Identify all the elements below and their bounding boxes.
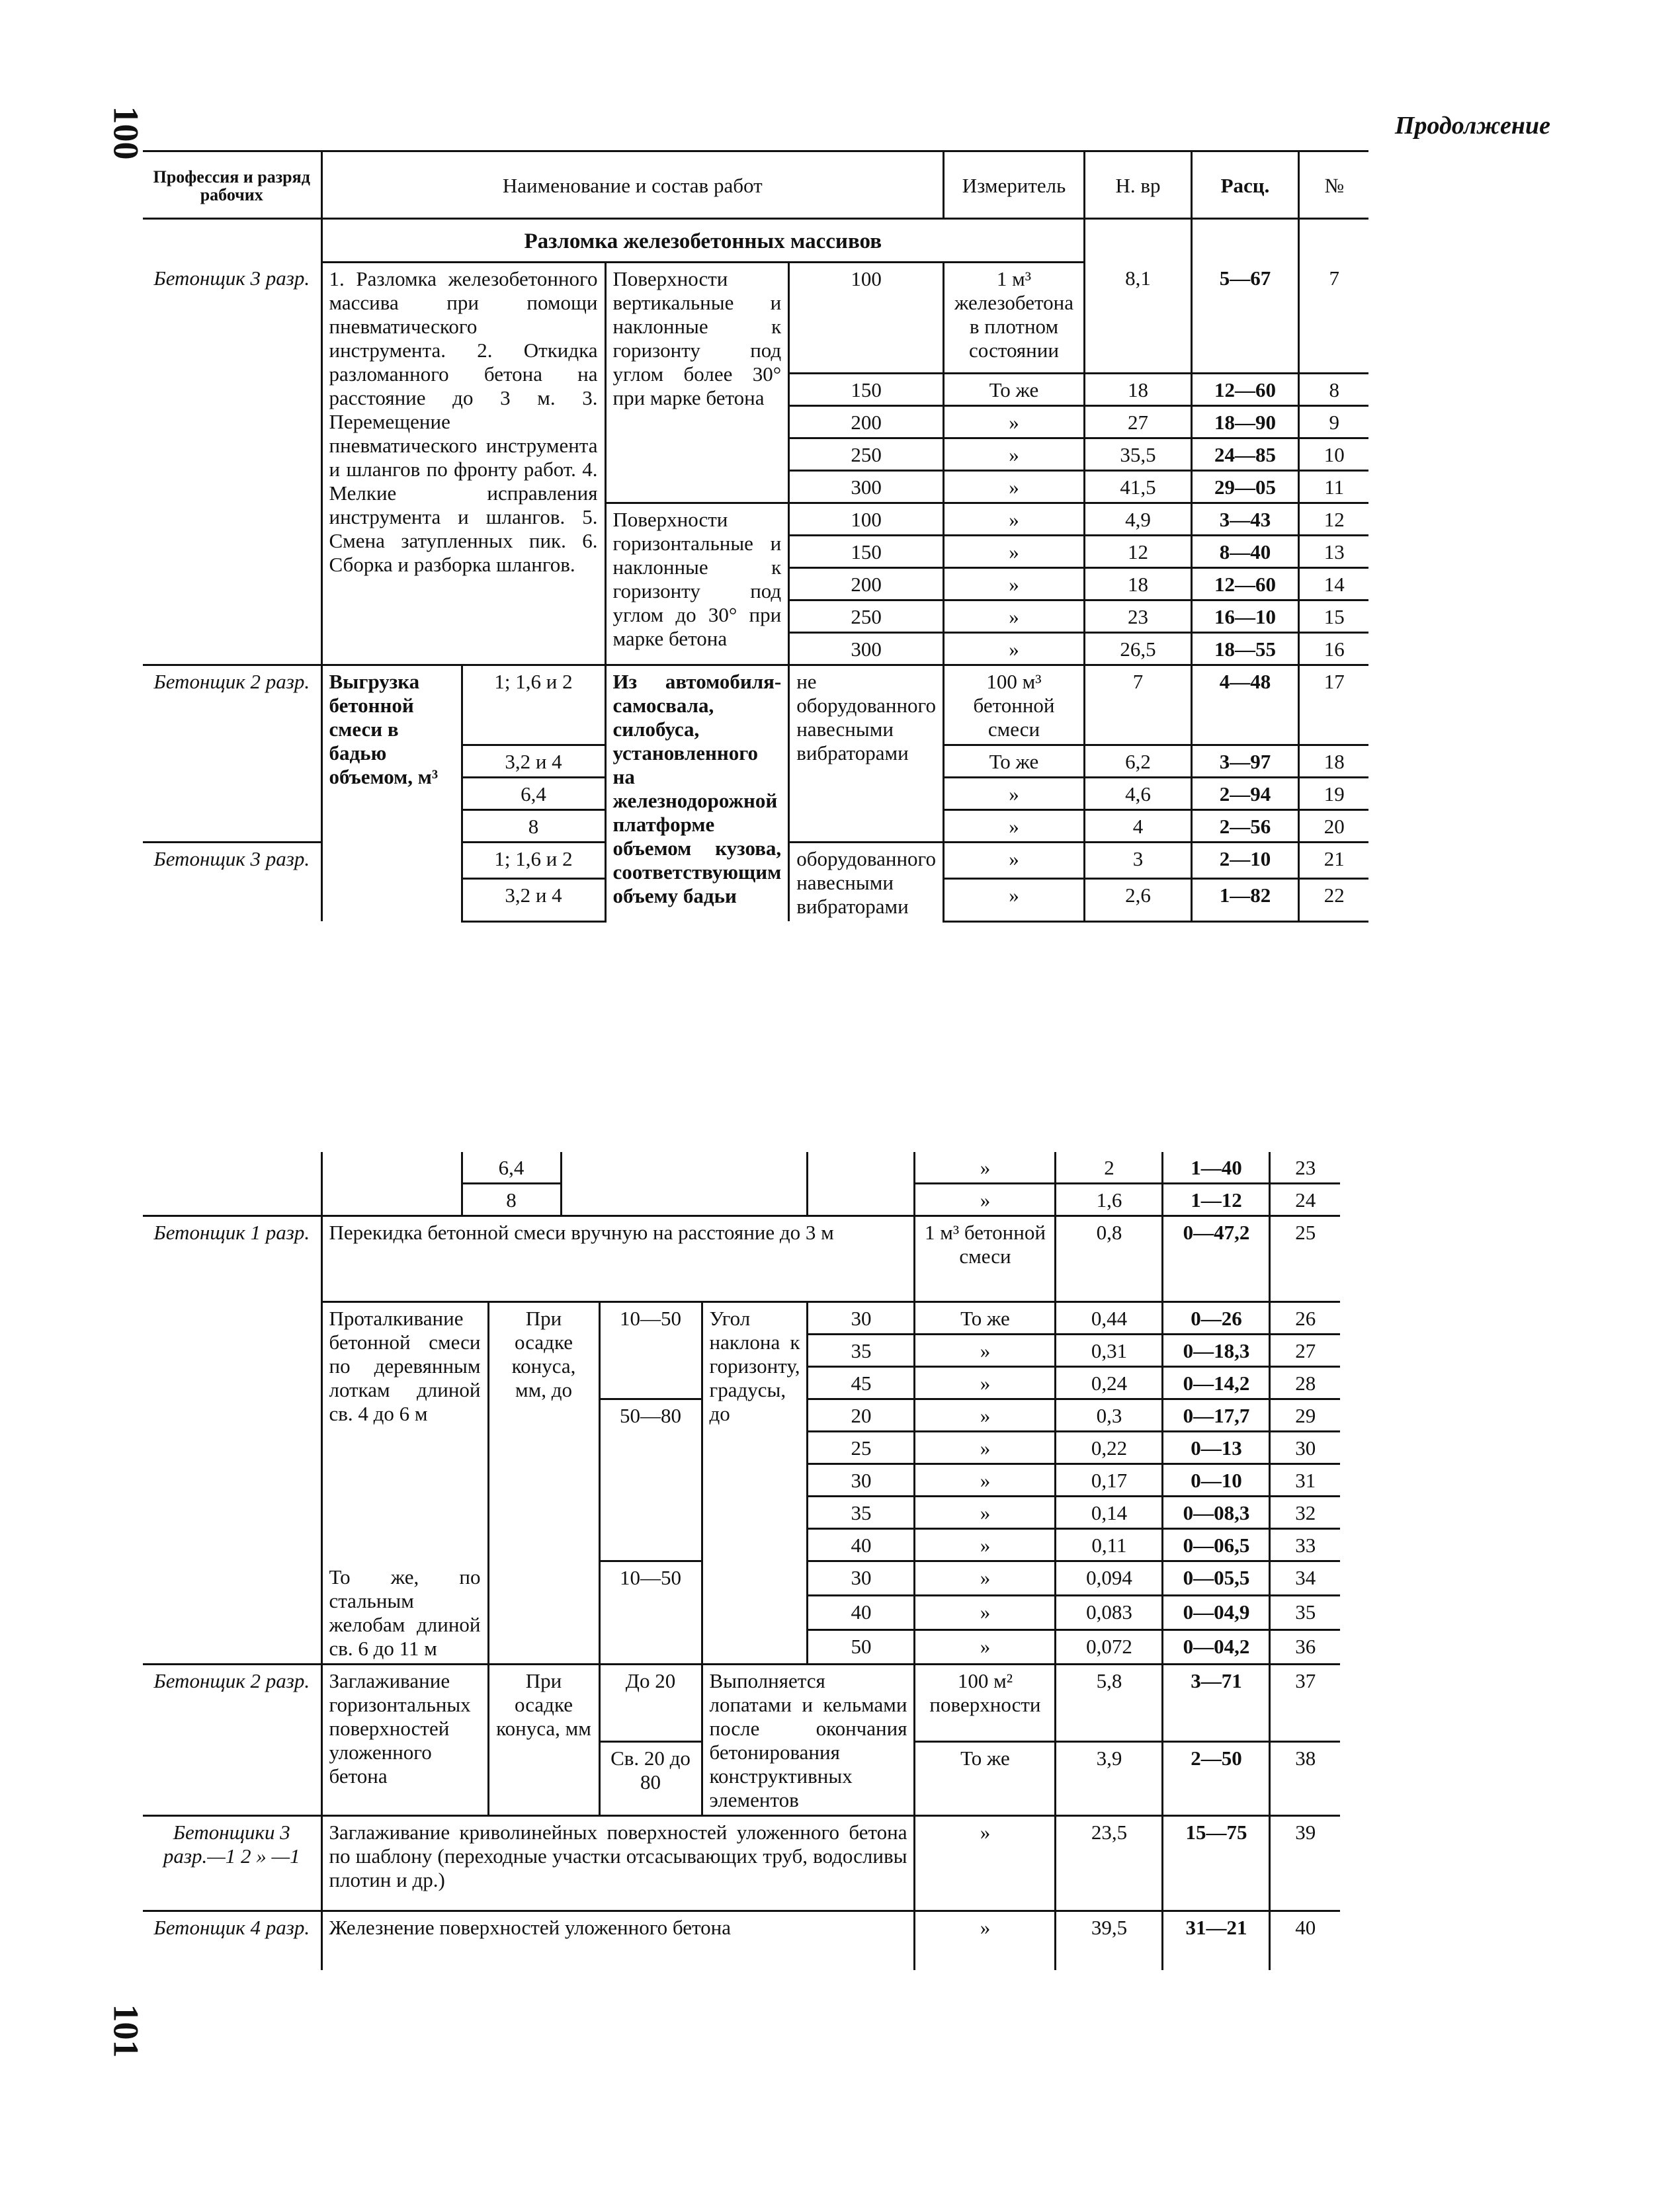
table-row: 150 То же 18 12—60 8 [143, 374, 1368, 406]
table-row: 3,2 и 4 » 2,6 1—82 22 [143, 878, 1368, 921]
worker-label: Бетонщик 2 разр. [143, 665, 321, 843]
cond-with-vibrators: оборудованного навесными вибраторами [789, 843, 944, 922]
table-row: 35 » 0,31 0—18,3 27 [143, 1335, 1340, 1367]
table-row: 8 » 1,6 1—12 24 [143, 1184, 1340, 1216]
header-rate: Расц. [1191, 151, 1298, 219]
page-number-bottom: 101 [106, 2004, 146, 2058]
worker-label: Бетонщик 4 разр. [143, 1911, 321, 1970]
table-row: 3,2 и 4 То же 6,2 3—97 18 [143, 745, 1368, 778]
header-number: № [1298, 151, 1368, 219]
table-row: 45 » 0,24 0—14,2 28 [143, 1367, 1340, 1399]
table-row: 50 » 0,072 0—04,2 36 [143, 1630, 1340, 1664]
table-row: Поверхности горизонтальные и наклонные к горизонту под углом до 30° при марке бетона 100 » 4,9 3—43 12 [143, 503, 1368, 536]
table-row: Бетонщик 2 разр. Заглаживание горизонтальных поверхностей уложенного бетона При осадке конуса, мм До 20 Выполняется лопатами и кельмами после окончания бетонирования конструктивных элементов 100 м² поверхности 5,8 3—71 37 [143, 1664, 1340, 1742]
unload-label: Выгрузка бетонной смеси в бадью объемом, м³ [321, 665, 462, 922]
table-row: 6,4 » 2 1—40 23 [143, 1152, 1340, 1184]
continuation-label: Продолжение [1394, 112, 1550, 140]
smoothing-slump: При осадке конуса, мм [488, 1664, 599, 1815]
section-row [143, 219, 1368, 263]
perekidka-desc: Перекидка бетонной смеси вручную на расстояние до 3 м [321, 1216, 915, 1302]
table-row: 50—80 20 » 0,3 0—17,7 29 [143, 1399, 1340, 1432]
table-row: 300 » 41,5 29—05 11 [143, 471, 1368, 503]
table-header [143, 151, 1368, 219]
worker-label: Бетонщик 1 разр. [143, 1216, 321, 1665]
ironing-desc: Железнение поверхностей уложенного бетона [321, 1911, 915, 1970]
header-unit: Измеритель [943, 151, 1084, 219]
norms-table-bottom [143, 1152, 1340, 1970]
table-row: 200 » 18 12—60 14 [143, 568, 1368, 600]
table-row: 300 » 26,5 18—55 16 [143, 633, 1368, 665]
worker-label: Бетонщик 3 разр. [143, 843, 321, 922]
table-row: Проталкивание бетонной смеси по деревянным лоткам длиной св. 4 до 6 м При осадке конуса, мм, до 10—50 Угол наклона к горизонту, градусы, до 30 То же 0,44 0—26 26 [143, 1302, 1340, 1335]
angle-label: Угол наклона к горизонту, градусы, до [702, 1302, 808, 1665]
table-row: Бетонщик 3 разр. 1; 1,6 и 2 оборудованного навесными вибраторами » 3 2—10 21 [143, 843, 1368, 879]
table-row: 40 » 0,083 0—04,9 35 [143, 1595, 1340, 1630]
table-row: 25 » 0,22 0—13 30 [143, 1432, 1340, 1464]
header-work: Наименование и состав работ [321, 151, 943, 219]
table-row: 6,4 » 4,6 2—94 19 [143, 778, 1368, 810]
unit-cell: 1 м³ железобетона в плотном состоянии [943, 263, 1084, 374]
header-profession: Профессия и разряд рабочих [143, 151, 321, 219]
table-row: 35 » 0,14 0—08,3 32 [143, 1497, 1340, 1529]
table-row: 40 » 0,11 0—06,5 33 [143, 1529, 1340, 1561]
table-row: Бетонщик 2 разр. Выгрузка бетонной смеси в бадью объемом, м³ 1; 1,6 и 2 Из автомобиля-самосвала, силобуса, установленного на железнодорожной платформе объемом кузова, соответствующим объему бадьи не оборудованного навесными вибраторами 100 м³ бетонной смеси 7 4—48 17 [143, 665, 1368, 745]
cond-without-vibrators: не оборудованного навесными вибраторами [789, 665, 944, 843]
table-row: 250 » 35,5 24—85 10 [143, 438, 1368, 471]
table-row: 200 » 27 18—90 9 [143, 406, 1368, 438]
table-row: 8 » 4 2—56 20 [143, 810, 1368, 843]
worker-label: Бетонщик 2 разр. [143, 1664, 321, 1815]
table-row: То же, по стальным желобам длиной св. 6 до 11 м 10—50 30 » 0,094 0—05,5 34 [143, 1561, 1340, 1596]
worker-label: Бетонщик 3 разр. [143, 263, 321, 665]
page-number-top: 100 [106, 106, 146, 160]
push-steel-desc: То же, по стальным желобам длиной св. 6 до 11 м [321, 1561, 488, 1665]
surface-vertical: Поверхности вертикальные и наклонные к горизонту под углом более 30° при марке бетона [605, 263, 789, 503]
worker-label: Бетонщики 3 разр.—1 2 » —1 [143, 1815, 321, 1911]
table-row: Бетонщики 3 разр.—1 2 » —1 Заглаживание криволинейных поверхностей уложенного бетона по шаблону (переходные участки отсасывающих труб, водосливы плотин и др.) » 23,5 15—75 39 [143, 1815, 1340, 1911]
push-wood-desc: Проталкивание бетонной смеси по деревянным лоткам длиной св. 4 до 6 м [321, 1302, 488, 1561]
header-norm: Н. вр [1084, 151, 1191, 219]
table-row: 250 » 23 16—10 15 [143, 600, 1368, 633]
curved-smoothing-desc: Заглаживание криволинейных поверхностей уложенного бетона по шаблону (переходные участки отсасывающих труб, водосливы плотин и др.) [321, 1815, 915, 1911]
table-row: Бетонщик 1 разр. Перекидка бетонной смеси вручную на расстояние до 3 м 1 м³ бетонной смеси 0,8 0—47,2 25 [143, 1216, 1340, 1302]
table-row: 150 » 12 8—40 13 [143, 536, 1368, 568]
surface-horizontal: Поверхности горизонтальные и наклонные к горизонту под углом до 30° при марке бетона [605, 503, 789, 665]
section-title: Разломка железобетонных массивов [321, 219, 1084, 263]
table-row: Бетонщик 3 разр. 1. Разломка железобетонного массива при помощи пневматического инструмента. 2. Откидка разломанного бетона на расстояние до 3 м. 3. Перемещение пневматического инструмента и шлангов по фронту работ. 4. Мелкие исправления инструмента и шлангов. 5. Смена затупленных пик. 6. Сборка и разборка шлангов. Поверхности вертикальные и наклонные к горизонту под углом более 30° при марке бетона 100 1 м³ железобетона в плотном состоянии 8,1 5—67 7 [143, 263, 1368, 374]
smoothing-note: Выполняется лопатами и кельмами после окончания бетонирования конструктивных элементов [702, 1664, 915, 1815]
table-row: Бетонщик 4 разр. Железнение поверхностей уложенного бетона » 39,5 31—21 40 [143, 1911, 1340, 1970]
smoothing-desc: Заглаживание горизонтальных поверхностей уложенного бетона [321, 1664, 488, 1815]
table-row: Св. 20 до 80 То же 3,9 2—50 38 [143, 1742, 1340, 1815]
norms-table-top [143, 150, 1368, 923]
table-row: 30 » 0,17 0—10 31 [143, 1464, 1340, 1497]
unload-source: Из автомобиля-самосвала, силобуса, установленного на железнодорожной платформе объемом кузова, соответствующим объему бадьи [605, 665, 789, 922]
work-description: 1. Разломка железобетонного массива при помощи пневматического инструмента. 2. Откидка разломанного бетона на расстояние до 3 м. 3. Перемещение пневматического инструмента и шлангов по фронту работ. 4. Мелкие исправления инструмента и шлангов. 5. Смена затупленных пик. 6. Сборка и разборка шлангов. [321, 263, 605, 665]
slump-label: При осадке конуса, мм, до [488, 1302, 599, 1665]
